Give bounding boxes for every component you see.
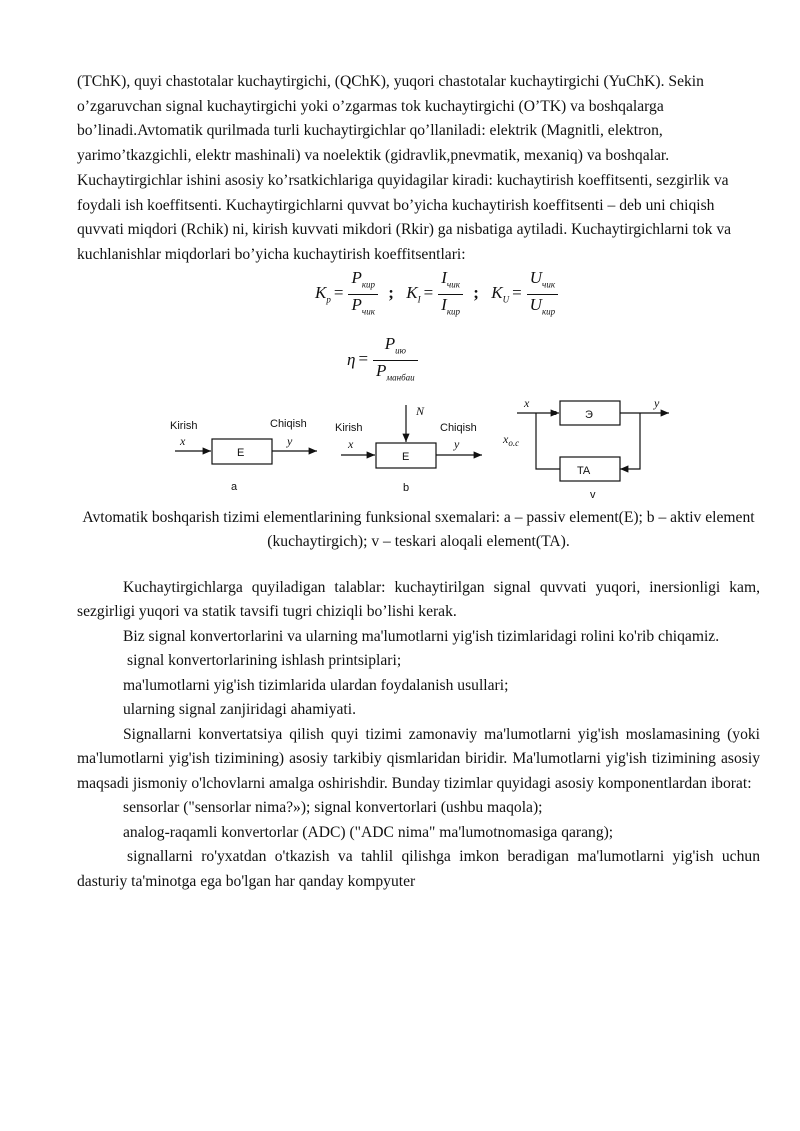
formula-block [77, 268, 760, 393]
ku-formula: $K_U$ = $\frac{U_{чик}}{U_{кир}}$ [491, 283, 560, 302]
body-text [77, 576, 760, 895]
list-item: sensorlar ("sensorlar nima?»); signal konvertorlari (ushbu maqola); [123, 799, 543, 817]
intro-paragraph: (TChK), quyi chastotalar kuchaytirgichi, (QChK), yuqori chastotalar kuchaytirgichi (YuChK). Sekin o’zgaruvchan signal kuchaytirgichi yoki o’zgarmas tok kuchaytirgichi (O’TK) va boshqalarga bo’linadi.Avtomatik qurilmada turli kuchaytirgichlar qo’llaniladi: elektrik (Magnitli, elektron, yarimo’tkazgichli, elektr mashinali) va noelektik (gidravlik,pnevmatik, mexaniq) va boshqalar. Kuchaytirgichlar ishini asosiy ko’rsatkichlariga quyidagilar kiradi: kuchaytirish koeffitsenti, sezgirlik va foydali ish koeffitsenti. Kuchaytirgichlarni quvvat bo’yicha kuchaytirish koeffitsenti – deb uni chiqish quvvati miqdori (Rchik) ni, kirish kuvvati mikdori (Rkir) ga nisbatiga aytiladi. Kuchaytirgichlarni tok va kuchlanishlar miqdorlari bo’yicha kuchaytirish koeffitsentlari: [77, 73, 732, 263]
scheme-b-block-label: E [402, 450, 410, 463]
scheme-a-input-var: x [180, 433, 186, 448]
paragraph: Kuchaytirgichlarga quyiladigan talablar: kuchaytirilgan signal quvvati yuqori, inersionligi kam, sezgirligi yuqori va statik tavsifi tugri chiziqli bo’lishi kerak. [77, 578, 760, 621]
ki-formula: $K_I$ = $\frac{I_{чик}}{I_{кир}}$ [406, 283, 469, 302]
scheme-b [335, 404, 482, 494]
scheme-v-label: v [590, 488, 596, 501]
kp-formula: $K_p$ = $\frac{P_{кир}}{P_{чик}}$ [315, 283, 384, 302]
scheme-v-bottom-block-label: TA [577, 464, 591, 477]
paragraph: signallarni ro'yxatdan o'tkazish va tahlil qilishga imkon beradigan ma'lumotlarni yig'ish uchun dasturiy ta'minotga ega bo'lgan har qanday kompyuter [77, 848, 760, 890]
scheme-v-input-var: x [524, 395, 530, 410]
efficiency-formula: η = $\frac{P_{ию}}{P_{манбаи}}$ [347, 334, 420, 388]
scheme-b-input-title: Kirish [335, 421, 363, 434]
document-page [77, 70, 760, 894]
list-item: analog-raqamli konvertorlar (ADC) ("ADC nima" ma'lumotnomasiga qarang); [123, 823, 614, 841]
scheme-a-output-var: y [287, 433, 293, 448]
paragraph: Signallarni konvertatsiya qilish quyi tizimi zamonaviy ma'lumotlarni yig'ish moslamasining (yoki ma'lumotlarni yig'ish tizimining) asosiy tarkibiy qismlaridan biridir. Ma'lumotlarni yig'ish tizimining asosiy maqsadi jismoniy o'lchovlarni amalga oshirishdir. Bunday tizimlar quyidagi asosiy komponentlardan iborat: [77, 725, 760, 792]
scheme-a-input-title: Kirish [170, 419, 198, 432]
scheme-v-feedback-out-line [620, 413, 640, 469]
scheme-b-top-var: N [416, 403, 425, 418]
scheme-v [502, 396, 669, 501]
scheme-b-label: b [403, 481, 410, 494]
list-item: ularning signal zanjiridagi ahamiyati. [123, 701, 356, 719]
list-item: ma'lumotlarni yig'ish tizimlarida ulardan foydalanish usullari; [123, 676, 509, 694]
scheme-b-output-var: y [454, 436, 460, 451]
scheme-v-feedback-return-line [536, 413, 560, 469]
scheme-v-output-var: y [654, 395, 660, 410]
functional-schemes-diagram [77, 393, 760, 503]
paragraph: Biz signal konvertorlarini va ularning ma'lumotlarni yig'ish tizimlaridagi rolini ko'rib chiqamiz. [123, 627, 720, 645]
schemes-svg [77, 393, 760, 503]
scheme-a-output-title: Chiqish [270, 417, 307, 430]
scheme-b-output-title: Chiqish [440, 421, 477, 434]
scheme-a-label: a [231, 480, 238, 493]
scheme-b-input-var: x [348, 436, 354, 451]
scheme-a [170, 418, 317, 493]
scheme-v-top-block-label: Э [585, 408, 593, 421]
figure-caption: Avtomatik boshqarish tizimi elementlarining funksional sxemalari: a – passiv element(E); b – aktiv element (kuchaytirgich); v – teskari aloqali element(TA). [82, 508, 755, 550]
scheme-v-feedback-var: $x_{o.c}$ [503, 431, 520, 448]
list-item: signal konvertorlarining ishlash printsiplari; [127, 652, 402, 670]
scheme-a-block-label: E [237, 446, 245, 459]
gain-formulas: $K_p$ = $\frac{P_{кир}}{P_{чик}}$ ; $K_I$ = $\frac{I_{чик}}{I_{кир}}$ ; $K_U$ = $\frac{U_{чик}}{U_{кир}}$ [315, 268, 560, 322]
